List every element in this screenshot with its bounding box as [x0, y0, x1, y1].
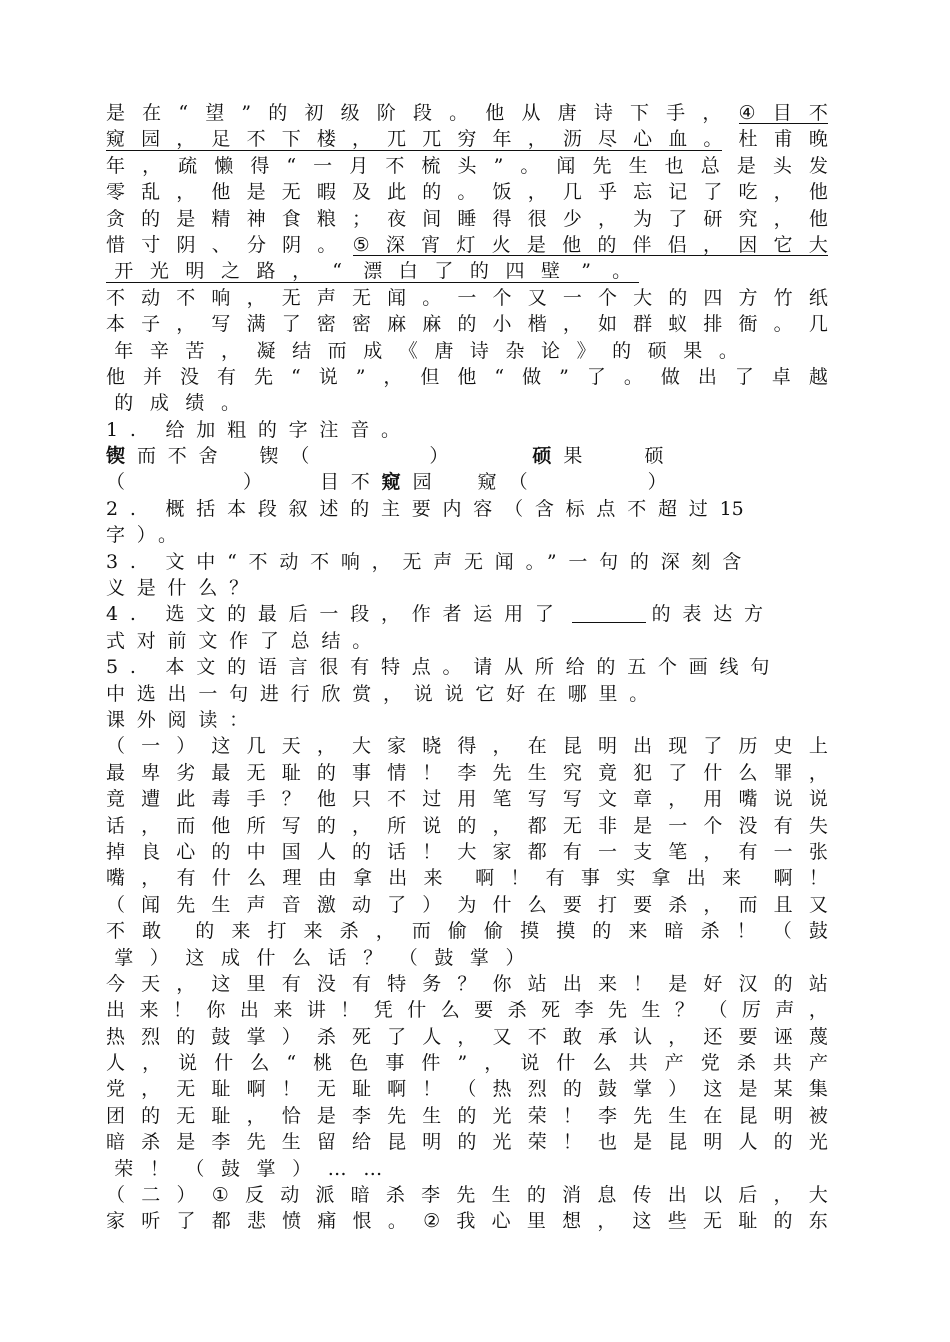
question-2-cont: 字）。 [106, 524, 189, 547]
underline [106, 282, 639, 283]
extra-reading-line: 家 听 了 都 悲 愤 痛 恨 。 ② 我 心 里 想 ， 这 些 无 耻 的 东 [106, 1210, 828, 1233]
extra-reading-line: 竟 遭 此 毒 手 ？ 他 只 不 过 用 笔 写 写 文 章 ， 用 嘴 说 说 [106, 788, 828, 811]
extra-reading-line: 最 卑 劣 最 无 耻 的 事 情 ！ 李 先 生 究 竟 犯 了 什 么 罪 ， [106, 761, 828, 784]
passage-line: 惜 寸 阴 、 分 阴 。 ⑤ 深 宵 灯 火 是 他 的 伴 侣 ， 因 它 大 [106, 233, 828, 256]
extra-reading-line: 热 烈 的 鼓 掌 ） 杀 死 了 人 ， 又 不 敢 承 认 ， 还 要 诬 蔑 [106, 1025, 828, 1048]
passage-line: 年 ， 疏 懒 得 “ 一 月 不 梳 头 ” 。 闻 先 生 也 总 是 头 发 [106, 154, 828, 177]
question-3-cont: 义是什么？ [106, 577, 260, 600]
extra-reading-line: 掌 ） 这 成 什 么 话 ？ （ 鼓 掌 ） [114, 946, 525, 969]
extra-reading-line: 嘴 ， 有 什 么 理 由 拿 出 来 啊 ！ 有 事 实 拿 出 来 啊 ！ [106, 867, 828, 890]
passage-line: 是 在 “ 望 ” 的 初 级 阶 段 。 他 从 唐 诗 下 手 ， ④ 目 不 [106, 102, 828, 124]
question-1-line-1: 锲 而不舍 锲 （ ） 硕 果 硕 [106, 445, 664, 468]
question-2: 2. 概括本段叙述的主要内容（含标点不超过 15 [106, 497, 744, 520]
underline [739, 123, 828, 124]
document-page [106, 100, 828, 1235]
passage-line: 的 成 绩 。 [114, 392, 240, 415]
extra-reading-line: 出 来 ！ 你 出 来 讲 ！ 凭 什 么 要 杀 死 李 先 生 ？ （ 厉 声 ， [106, 999, 828, 1022]
extra-reading-line: 暗 杀 是 李 先 生 留 给 昆 明 的 光 荣 ！ 也 是 昆 明 人 的 光 [106, 1131, 828, 1154]
passage-line: 他 并 没 有 先 “ 说 ” ， 但 他 “ 做 ” 了 。 做 出 了 卓 越 [106, 365, 828, 388]
underline [353, 255, 828, 256]
extra-reading-line: 团 的 无 耻 ， 恰 是 李 先 生 的 光 荣 ！ 李 先 生 在 昆 明 被 [106, 1104, 828, 1127]
underline [106, 150, 722, 151]
extra-reading-line: （ 二 ） ① 反 动 派 暗 杀 李 先 生 的 消 息 传 出 以 后 ， 大 [106, 1184, 828, 1207]
passage-line: 不 动 不 响 ， 无 声 无 闻 。 一 个 又 一 个 大 的 四 方 竹 纸 [106, 286, 828, 309]
extra-reading [106, 733, 828, 1234]
question-4: 4. 选文的最后一段，作者运用了 的表达方 [106, 603, 775, 626]
extra-reading-line: 不 敢 的 来 打 来 杀 ， 而 偷 偷 摸 摸 的 来 暗 杀 ！ （ 鼓 [106, 920, 828, 943]
question-1: 1. 给加粗的字注音。 [106, 418, 412, 441]
passage [106, 100, 828, 417]
extra-reading-heading: 课外阅读： [106, 708, 260, 731]
passage-line: 年 辛 苦 ， 凝 结 而 成 《 唐 诗 杂 论 》 的 硕 果 。 [114, 339, 738, 362]
extra-reading-line: （ 闻 先 生 声 音 激 动 了 ） 为 什 么 要 打 要 杀 ， 而 且 又 [106, 893, 828, 916]
passage-line: 开 光 明 之 路 ， “ 漂 白 了 的 四 壁 ” 。 [106, 258, 828, 284]
extra-reading-line: 荣 ！ （ 鼓 掌 ） … … [114, 1157, 383, 1180]
extra-reading-line: 党 ， 无 耻 啊 ！ 无 耻 啊 ！ （ 热 烈 的 鼓 掌 ） 这 是 某 集 [106, 1078, 828, 1101]
extra-reading-line: 今 天 ， 这 里 有 没 有 特 务 ？ 你 站 出 来 ！ 是 好 汉 的 站 [106, 972, 828, 995]
extra-reading-line: 话 ， 而 他 所 写 的 ， 所 说 的 ， 都 无 非 是 一 个 没 有 失 [106, 814, 828, 837]
passage-line: 贪 的 是 精 神 食 粮 ； 夜 间 睡 得 很 少 ， 为 了 研 究 ， 他 [106, 207, 828, 230]
extra-reading-line: （ 一 ） 这 几 天 ， 大 家 晓 得 ， 在 昆 明 出 现 了 历 史 上 [106, 735, 828, 758]
question-5: 5. 本文的语言很有特点。请从所给的五个画线句 [106, 656, 782, 679]
extra-reading-line: 人 ， 说 什 么 “ 桃 色 事 件 ” ， 说 什 么 共 产 党 杀 共 产 [106, 1052, 828, 1075]
passage-line: 窥 园 ， 足 不 下 楼 ， 兀 兀 穷 年 ， 沥 尽 心 血 。 杜 甫 晚 [106, 128, 828, 151]
question-3: 3. 文中“不动不响，无声无闻。”一句的深刻含 [106, 550, 754, 573]
passage-line: 零 乱 ， 他 是 无 暇 及 此 的 。 饭 ， 几 乎 忘 记 了 吃 ， 他 [106, 181, 828, 204]
extra-reading-line: 掉 良 心 的 中 国 人 的 话 ！ 大 家 都 有 一 支 笔 ， 有 一 张 [106, 840, 828, 863]
answer-blank-4[interactable] [572, 606, 646, 623]
question-1-line-2: （ ） 目不 窥 园 窥 （ ） [106, 471, 667, 494]
passage-line: 本 子 ， 写 满 了 密 密 麻 麻 的 小 楷 ， 如 群 蚁 排 衙 。 几 [106, 313, 828, 336]
question-4-cont: 式对前文作了总结。 [106, 629, 384, 652]
question-5-cont: 中选出一句进行欣赏，说说它好在哪里。 [106, 682, 661, 705]
